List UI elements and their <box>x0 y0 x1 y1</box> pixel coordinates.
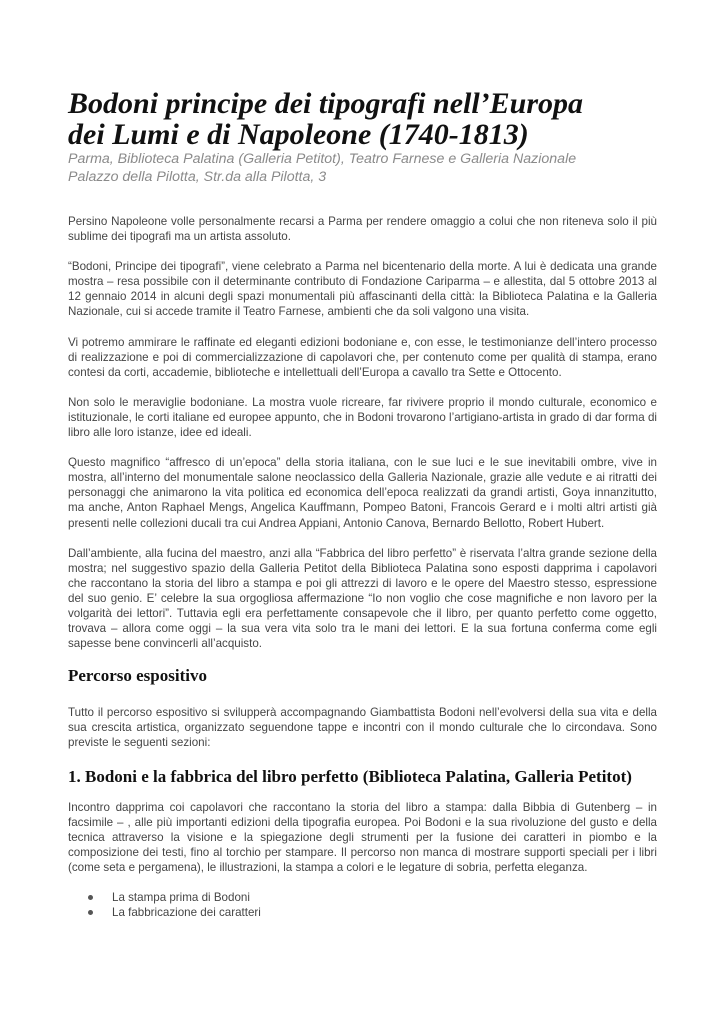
section-heading-percorso: Percorso espositivo <box>68 666 207 686</box>
bullet-list <box>68 890 657 920</box>
bullet-icon <box>88 910 93 915</box>
paragraph: Dall’ambiente, alla fucina del maestro, anzi alla “Fabbrica del libro perfetto” è riservata l’altra grande sezione della mostra; nel suggestivo spazio della Galleria Petitot della Biblioteca Palatina sono esposti dapprima i capolavori che raccontano la storia del libro a stampa e poi gli attrezzi di lavoro e le opere del Maestro stesso, espressione del suo genio. E’ celebre la sua orgogliosa affermazione “Io non voglio che cose magnifiche e non lavoro per la volgarità dei lettori”. Tuttavia egli era perfettamente consapevole che il libro, per quanto perfetto come oggetto, trovava – allora come oggi – la sua vera vita solo tra le mani dei lettori. E la sua fortuna conferma come egli sapesse bene convincerli all’acquisto. <box>68 546 657 651</box>
document-subtitle <box>68 150 657 186</box>
subtitle-line-1: Parma, Biblioteca Palatina (Galleria Petitot), Teatro Farnese e Galleria Nazionale <box>68 151 577 167</box>
document-title <box>68 88 657 150</box>
document-page <box>68 88 657 920</box>
title-line-2: dei Lumi e di Napoleone (1740-1813) <box>68 118 529 151</box>
bullet-icon <box>88 895 93 900</box>
paragraph: Persino Napoleone volle personalmente recarsi a Parma per rendere omaggio a colui che non riteneva solo il più sublime dei tipografi ma un artista assoluto. <box>68 215 657 244</box>
paragraph: Tutto il percorso espositivo si svilupperà accompagnando Giambattista Bodoni nell’evolversi della sua vita e della sua crescita artistica, organizzato seguendone tappe e incontri con il mondo culturale che lo circondava. Sono previste le seguenti sezioni: <box>68 706 657 750</box>
paragraph: Vi potremo ammirare le raffinate ed eleganti edizioni bodoniane e, con esse, le testimonianze dell’intero processo di realizzazione e poi di commercializzazione di capolavori che, per contenuto come per qualità di stampa, erano contesi da corti, accademie, biblioteche e intellettuali dell’Europa a cavallo tra Sette e Ottocento. <box>68 335 657 379</box>
document-body <box>68 214 657 920</box>
list-item-label: La fabbricazione dei caratteri <box>112 906 261 920</box>
paragraph: Non solo le meraviglie bodoniane. La mostra vuole ricreare, far rivivere proprio il mondo culturale, economico e istituzionale, le corti italiane ed europee appunto, che in Bodoni trovarono l’artigiano-artista in grado di dar forma di libro alle loro istanze, idee ed ideali. <box>68 395 657 440</box>
list-item <box>68 890 657 905</box>
paragraph: “Bodoni, Principe dei tipografi”, viene celebrato a Parma nel bicentenario della morte. A lui è dedicata una grande mostra – resa possibile con il determinante contributo di Fondazione Cariparma – e allestita, dal 5 ottobre 2013 al 12 gennaio 2014 in alcuni degli spazi monumentali più affascinanti della città: la Biblioteca Palatina e la Galleria Nazionale, cui si accede tramite il Teatro Farnese, ambienti che da soli valgono una visita. <box>68 260 657 319</box>
list-item-label: La stampa prima di Bodoni <box>112 891 250 904</box>
title-line-1: Bodoni principe dei tipografi nell’Europa <box>68 87 584 120</box>
paragraph: Incontro dapprima coi capolavori che raccontano la storia del libro a stampa: dalla Bibbia di Gutenberg – in facsimile – , alle più importanti edizioni della tipografia europea. Poi Bodoni e la sua rivoluzione del gusto e della tecnica attraverso la visione e la spiegazione degli strumenti per la fusione dei caratteri in piombo e la composizione dei testi, fino al torchio per stampare. Il percorso non manca di mostrare supporti speciali per i libri (come seta e pergamena), le illustrazioni, la stampa a colori e le legature di sobria, perfetta eleganza. <box>68 800 657 874</box>
subtitle-line-2: Palazzo della Pilotta, Str.da alla Pilotta, 3 <box>68 169 327 185</box>
paragraph: Questo magnifico “affresco di un’epoca” della storia italiana, con le sue luci e le sue inevitabili ombre, vive in mostra, all’interno del monumentale salone neoclassico della Galleria Nazionale, grazie alle vedute e ai ritratti dei personaggi che animarono la vita politica ed economica dell’epoca realizzati da grandi artisti, Goya innanzitutto, ma anche, Anton Raphael Mengs, Angelica Kauffmann, Pompeo Batoni, Francois Gerard e i molti altri artisti già presenti nelle collezioni ducali tra cui Andrea Appiani, Antonio Canova, Bernardo Bellotto, Robert Hubert. <box>68 456 657 530</box>
list-item <box>68 905 657 920</box>
section-heading-bodoni-fabbrica: 1. Bodoni e la fabbrica del libro perfetto (Biblioteca Palatina, Galleria Petitot) <box>68 766 632 786</box>
